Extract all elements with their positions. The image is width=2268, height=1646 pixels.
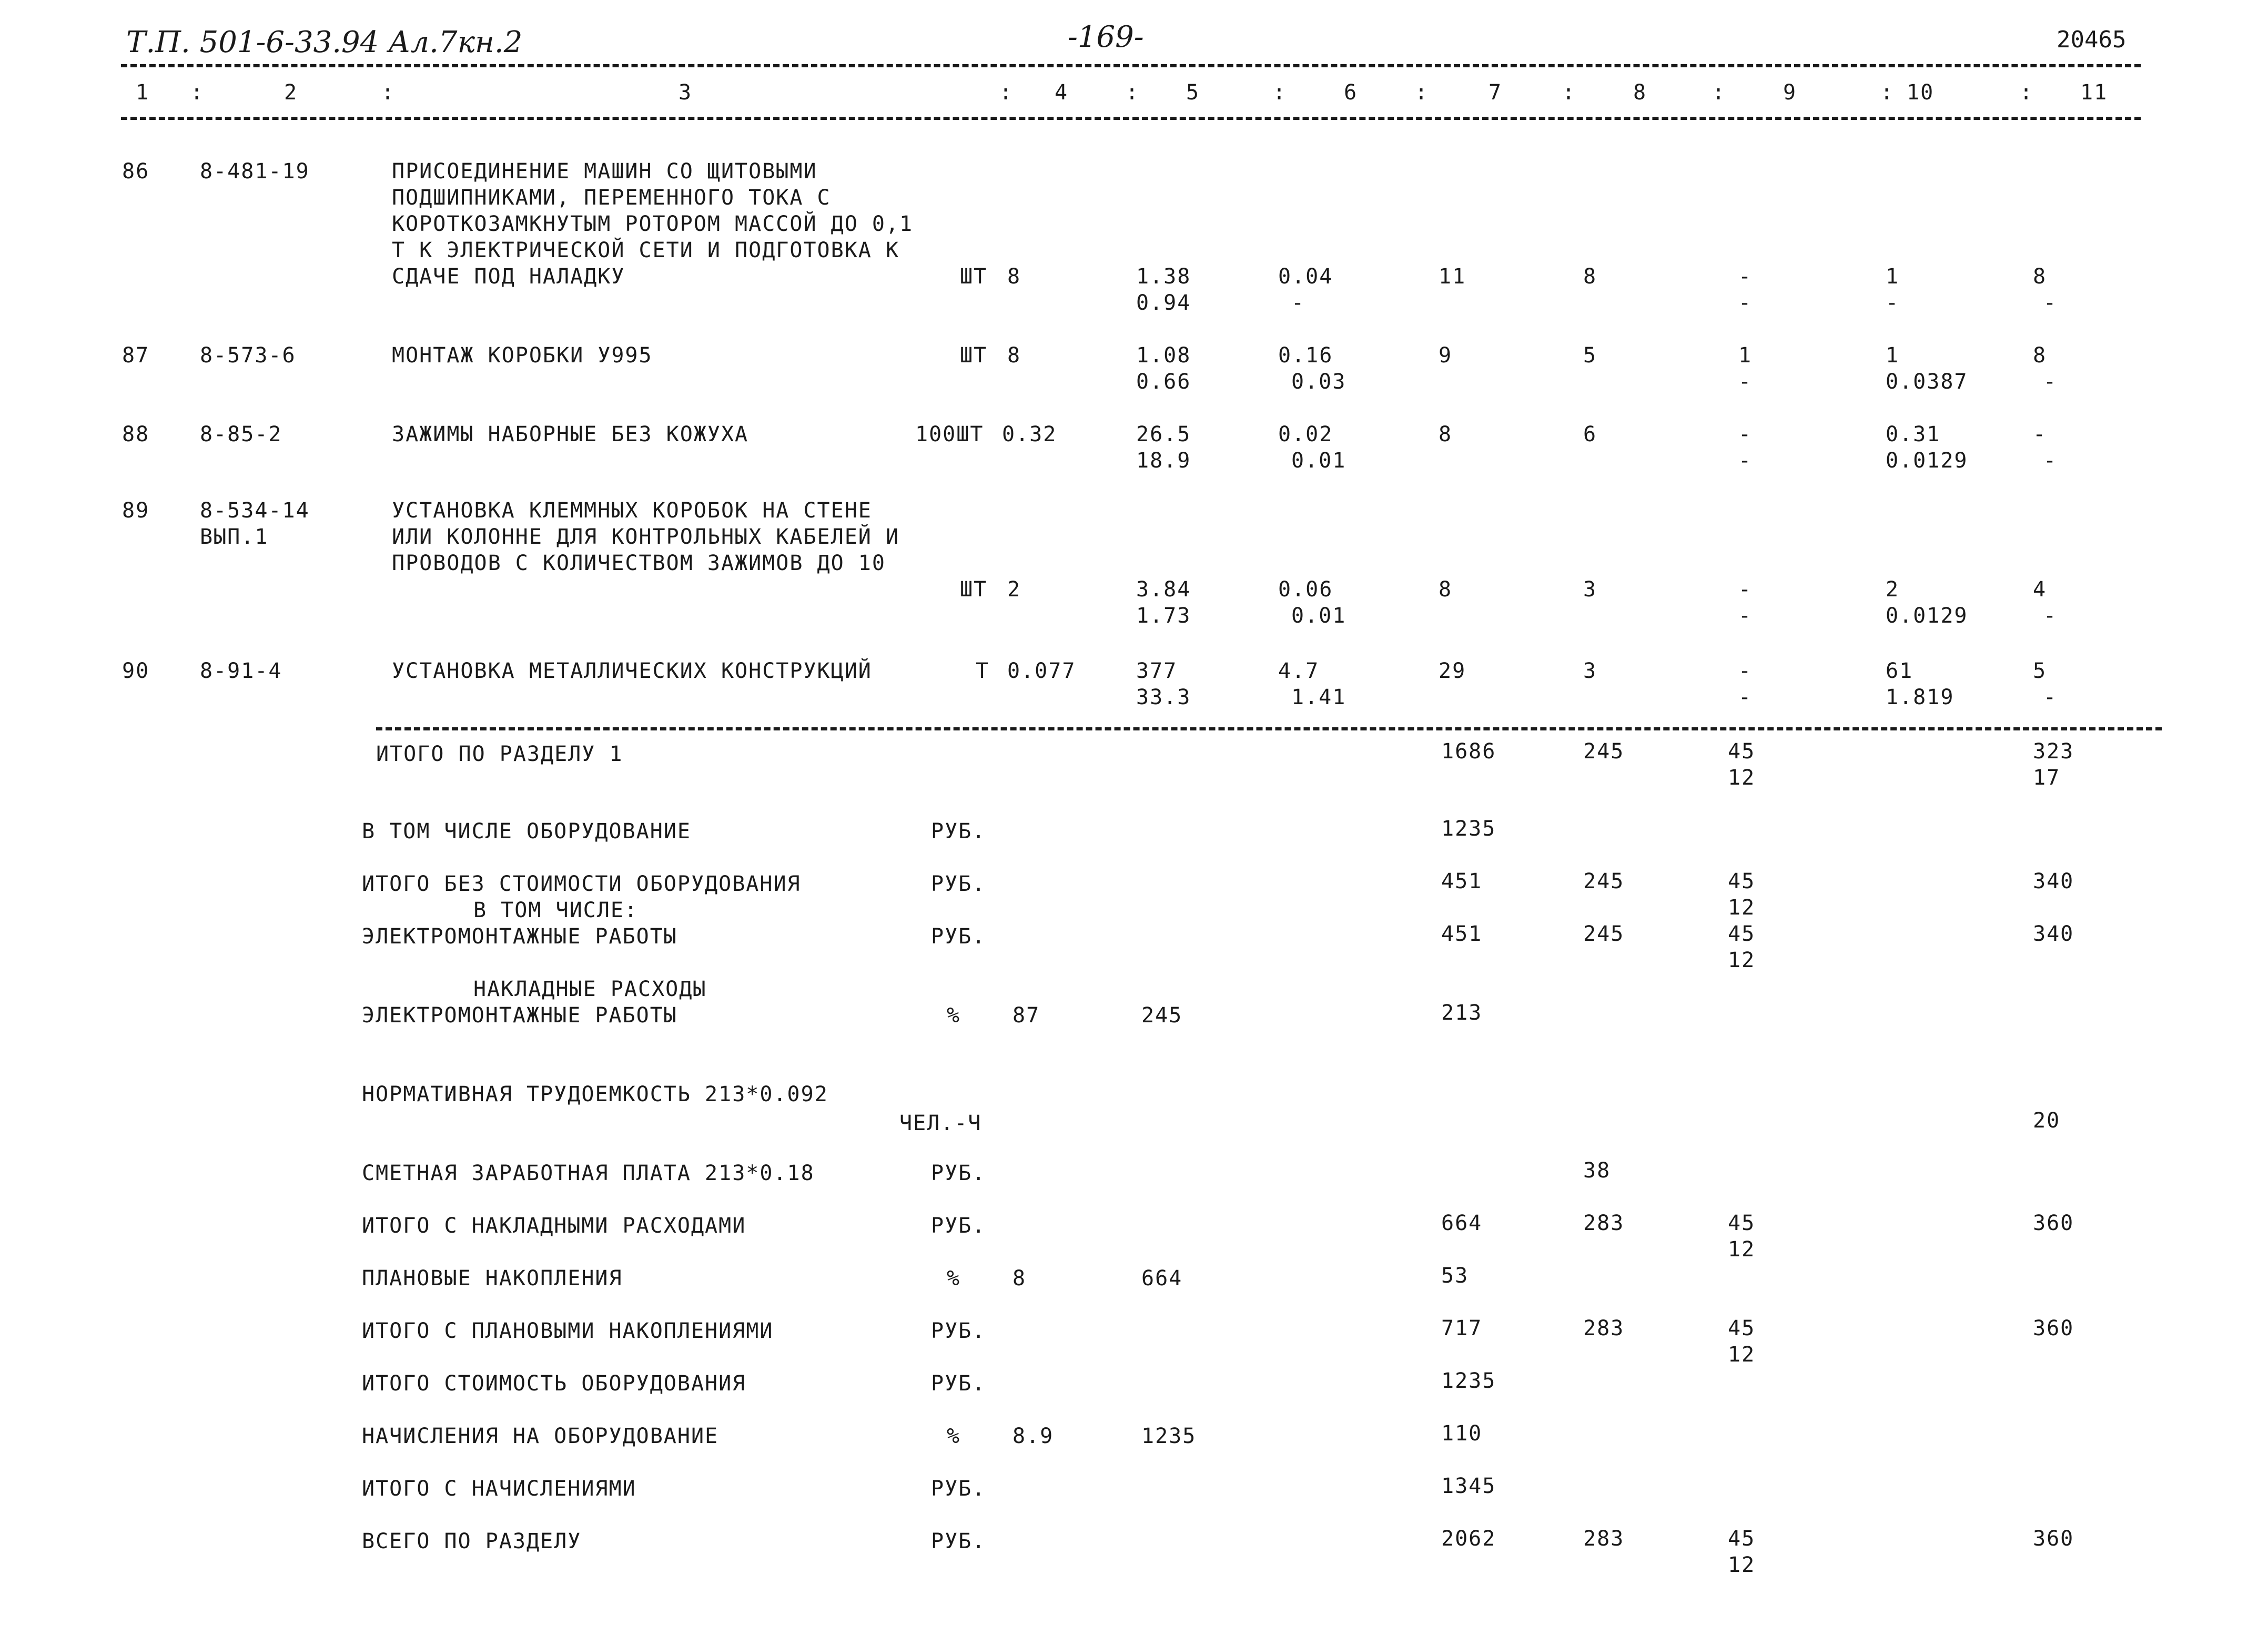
column-number: 9 — [1783, 80, 1797, 105]
column-number: 5 — [1186, 80, 1200, 105]
row-col5-sub: 18.9 — [1136, 449, 1191, 473]
summary-col8: 283 — [1583, 1527, 1625, 1551]
summary-col9-sub: 12 — [1728, 1343, 1756, 1367]
summary-col9: 45 — [1728, 739, 1756, 764]
summary-col9: 45 — [1728, 869, 1756, 893]
column-number: 11 — [2080, 80, 2108, 105]
row-unit: Т — [976, 659, 990, 683]
summary-label: ИТОГО С НАКЛАДНЫМИ РАСХОДАМИ — [362, 1214, 746, 1238]
column-number: 7 — [1489, 80, 1503, 105]
summary-label: ИТОГО С НАЧИСЛЕНИЯМИ — [362, 1477, 636, 1501]
row-number: 90 — [122, 659, 150, 683]
row-col11-sub: - — [2043, 449, 2058, 473]
summary-col7: 451 — [1441, 922, 1483, 946]
summary-label: ПЛАНОВЫЕ НАКОПЛЕНИЯ — [362, 1266, 623, 1291]
row-number: 86 — [122, 159, 150, 184]
summary-label: НАЧИСЛЕНИЯ НА ОБОРУДОВАНИЕ — [362, 1424, 719, 1448]
summary-col7: 2062 — [1441, 1527, 1496, 1551]
summary-col11: 323 — [2033, 739, 2074, 764]
row-col6-sub: - — [1291, 291, 1305, 315]
row-col6: 0.02 — [1278, 422, 1333, 446]
summary-col8: 38 — [1583, 1159, 1611, 1183]
summary-col9-sub: 12 — [1728, 1237, 1756, 1262]
summary-label: СМЕТНАЯ ЗАРАБОТНАЯ ПЛАТА 213*0.18 — [362, 1161, 815, 1185]
row-col5-sub: 33.3 — [1136, 685, 1191, 709]
header-top-rule — [121, 64, 2141, 67]
summary-label: НОРМАТИВНАЯ ТРУДОЕМКОСТЬ 213*0.092 — [362, 1082, 828, 1106]
row-quantity: 2 — [1007, 577, 1021, 602]
column-separator: : — [381, 80, 396, 105]
summary-col8: 283 — [1583, 1211, 1625, 1235]
row-col6: 0.16 — [1278, 343, 1333, 368]
row-col9: - — [1738, 577, 1753, 602]
row-description: УСТАНОВКА КЛЕММНЫХ КОРОБОК НА СТЕНЕ — [392, 499, 872, 523]
summary-col7: 1235 — [1441, 817, 1496, 841]
row-col10: 1 — [1886, 343, 1900, 368]
column-separator: : — [1415, 80, 1429, 105]
row-quantity: 8 — [1007, 265, 1021, 289]
row-col9-sub: - — [1738, 449, 1753, 473]
column-separator: : — [190, 80, 205, 105]
summary-col7: 1235 — [1441, 1369, 1496, 1393]
row-unit: 100ШТ — [915, 422, 984, 446]
summary-col7: 717 — [1441, 1316, 1483, 1340]
row-col5: 3.84 — [1136, 577, 1191, 602]
summary-col9: 45 — [1728, 1316, 1756, 1340]
row-col9: - — [1738, 422, 1753, 446]
row-number: 88 — [122, 422, 150, 446]
summary-col9: 45 — [1728, 922, 1756, 946]
row-col5: 1.38 — [1136, 265, 1191, 289]
column-number: 8 — [1633, 80, 1647, 105]
row-unit: ШТ — [960, 577, 988, 602]
column-number: 2 — [284, 80, 298, 105]
column-separator: : — [999, 80, 1014, 105]
column-separator: : — [1712, 80, 1726, 105]
summary-unit: РУБ. — [931, 1319, 986, 1343]
summary-unit: РУБ. — [931, 1161, 986, 1185]
row-col11: 8 — [2033, 265, 2047, 289]
summary-col8: 283 — [1583, 1316, 1625, 1340]
row-col6-sub: 0.01 — [1291, 449, 1346, 473]
summary-col4: 8.9 — [1012, 1424, 1054, 1448]
row-col5: 26.5 — [1136, 422, 1191, 446]
row-col6: 4.7 — [1278, 659, 1320, 683]
row-col11: 4 — [2033, 577, 2047, 602]
summary-subheading: В ТОМ ЧИСЛЕ: — [473, 898, 638, 922]
row-code: 8-573-6 — [200, 343, 296, 368]
row-code: 8-534-14 — [200, 499, 310, 523]
row-description: КОРОТКОЗАМКНУТЫМ РОТОРОМ МАССОЙ ДО 0,1 — [392, 212, 914, 236]
summary-unit: РУБ. — [931, 1214, 986, 1238]
summary-unit: РУБ. — [931, 819, 986, 844]
row-description: ПРОВОДОВ С КОЛИЧЕСТВОМ ЗАЖИМОВ ДО 10 — [392, 551, 886, 575]
row-col8: 6 — [1583, 422, 1597, 446]
row-unit: ШТ — [960, 265, 988, 289]
row-number: 89 — [122, 499, 150, 523]
row-col11-sub: - — [2043, 685, 2058, 709]
row-col10-sub: 0.0129 — [1886, 449, 1968, 473]
header-bottom-rule — [121, 117, 2141, 120]
row-col8: 5 — [1583, 343, 1597, 368]
summary-col9-sub: 12 — [1728, 766, 1756, 790]
row-col10-sub: 0.0387 — [1886, 370, 1968, 394]
row-col11: 5 — [2033, 659, 2047, 683]
summary-col11: 360 — [2033, 1211, 2074, 1235]
summary-col11: 360 — [2033, 1316, 2074, 1340]
inventory-number: 20465 — [2057, 26, 2127, 53]
row-col6-sub: 0.03 — [1291, 370, 1346, 394]
row-col11-sub: - — [2043, 291, 2058, 315]
row-col10-sub: 1.819 — [1886, 685, 1955, 709]
row-col10: 1 — [1886, 265, 1900, 289]
row-col11: 8 — [2033, 343, 2047, 368]
row-col10: 2 — [1886, 577, 1900, 602]
column-number: 6 — [1344, 80, 1358, 105]
summary-label: В ТОМ ЧИСЛЕ ОБОРУДОВАНИЕ — [362, 819, 691, 844]
summary-col7: 664 — [1441, 1211, 1483, 1235]
column-number: 10 — [1907, 80, 1935, 105]
summary-label: ЭЛЕКТРОМОНТАЖНЫЕ РАБОТЫ — [362, 1003, 677, 1028]
row-col10-sub: 0.0129 — [1886, 604, 1968, 628]
row-col8: 8 — [1583, 265, 1597, 289]
column-separator: : — [1126, 80, 1140, 105]
summary-col7: 110 — [1441, 1421, 1483, 1446]
row-col6: 0.06 — [1278, 577, 1333, 602]
summary-col11-sub: 17 — [2033, 766, 2061, 790]
page-number: -169- — [1068, 20, 1144, 54]
row-col10: 61 — [1886, 659, 1913, 683]
row-quantity: 0.077 — [1007, 659, 1076, 683]
summary-col7: 1345 — [1441, 1474, 1496, 1498]
row-col7: 8 — [1439, 577, 1453, 602]
summary-col8: 245 — [1583, 739, 1625, 764]
summary-col9: 45 — [1728, 1211, 1756, 1235]
row-col8: 3 — [1583, 577, 1597, 602]
summary-col7: 53 — [1441, 1264, 1469, 1288]
document-reference: Т.П. 501-6-33.94 Ал.7кн.2 — [126, 25, 523, 59]
row-col9-sub: - — [1738, 370, 1753, 394]
summary-unit: РУБ. — [931, 1371, 986, 1396]
row-description: МОНТАЖ КОРОБКИ У995 — [392, 343, 653, 368]
summary-unit: % — [947, 1424, 961, 1448]
row-col11: - — [2033, 422, 2047, 446]
row-col7: 11 — [1439, 265, 1466, 289]
row-col7: 9 — [1439, 343, 1453, 368]
summary-col9-sub: 12 — [1728, 1553, 1756, 1577]
row-col9-sub: - — [1738, 604, 1753, 628]
row-description: ПРИСОЕДИНЕНИЕ МАШИН СО ЩИТОВЫМИ — [392, 159, 817, 184]
row-unit: ШТ — [960, 343, 988, 368]
column-number: 4 — [1055, 80, 1069, 105]
summary-label: ИТОГО БЕЗ СТОИМОСТИ ОБОРУДОВАНИЯ — [362, 872, 801, 896]
summary-col5: 1235 — [1141, 1424, 1197, 1448]
row-code: 8-85-2 — [200, 422, 282, 446]
summary-subheading: НАКЛАДНЫЕ РАСХОДЫ — [473, 977, 707, 1001]
row-col7: 29 — [1439, 659, 1466, 683]
row-description: ЗАЖИМЫ НАБОРНЫЕ БЕЗ КОЖУХА — [392, 422, 749, 446]
summary-col5: 245 — [1141, 1003, 1183, 1028]
row-col9: 1 — [1738, 343, 1753, 368]
summary-col8: 245 — [1583, 869, 1625, 893]
summary-unit: РУБ. — [931, 872, 986, 896]
row-col5: 1.08 — [1136, 343, 1191, 368]
summary-col7: 213 — [1441, 1001, 1483, 1025]
row-description: ПОДШИПНИКАМИ, ПЕРЕМЕННОГО ТОКА С — [392, 186, 831, 210]
column-separator: : — [1562, 80, 1576, 105]
summary-unit: % — [947, 1003, 961, 1028]
row-col11-sub: - — [2043, 370, 2058, 394]
summary-col4: 87 — [1012, 1003, 1040, 1028]
row-description: УСТАНОВКА МЕТАЛЛИЧЕСКИХ КОНСТРУКЦИЙ — [392, 659, 872, 683]
summary-col11: 340 — [2033, 922, 2074, 946]
row-col6-sub: 1.41 — [1291, 685, 1346, 709]
summary-label: ЭЛЕКТРОМОНТАЖНЫЕ РАБОТЫ — [362, 924, 677, 949]
column-number: 3 — [679, 80, 693, 105]
row-col9-sub: - — [1738, 291, 1753, 315]
row-col5-sub: 0.66 — [1136, 370, 1191, 394]
row-col5: 377 — [1136, 659, 1178, 683]
summary-col11: 360 — [2033, 1527, 2074, 1551]
row-code: 8-91-4 — [200, 659, 282, 683]
row-quantity: 8 — [1007, 343, 1021, 368]
summary-col9-sub: 12 — [1728, 948, 1756, 972]
summary-col9: 45 — [1728, 1527, 1756, 1551]
row-code: 8-481-19 — [200, 159, 310, 184]
summary-unit: РУБ. — [931, 1477, 986, 1501]
row-description: Т К ЭЛЕКТРИЧЕСКОЙ СЕТИ И ПОДГОТОВКА К — [392, 238, 900, 262]
summary-label: ВСЕГО ПО РАЗДЕЛУ — [362, 1529, 582, 1553]
summary-label: ИТОГО С ПЛАНОВЫМИ НАКОПЛЕНИЯМИ — [362, 1319, 774, 1343]
summary-unit: % — [947, 1266, 961, 1291]
row-col6-sub: 0.01 — [1291, 604, 1346, 628]
summary-unit: ЧЕЛ.-Ч — [899, 1111, 982, 1135]
row-col9: - — [1738, 265, 1753, 289]
column-separator: : — [2020, 80, 2034, 105]
row-col6: 0.04 — [1278, 265, 1333, 289]
summary-label: ИТОГО СТОИМОСТЬ ОБОРУДОВАНИЯ — [362, 1371, 746, 1396]
row-col9-sub: - — [1738, 685, 1753, 709]
section-rule — [376, 727, 2162, 730]
column-number: 1 — [136, 80, 150, 105]
summary-col7: 1686 — [1441, 739, 1496, 764]
row-col10-sub: - — [1886, 291, 1900, 315]
row-number: 87 — [122, 343, 150, 368]
row-col5-sub: 0.94 — [1136, 291, 1191, 315]
summary-col11: 340 — [2033, 869, 2074, 893]
column-separator: : — [1273, 80, 1287, 105]
column-separator: : — [1880, 80, 1895, 105]
summary-unit: РУБ. — [931, 1529, 986, 1553]
row-code-extra: ВЫП.1 — [200, 525, 269, 549]
summary-col9-sub: 12 — [1728, 896, 1756, 920]
row-col7: 8 — [1439, 422, 1453, 446]
summary-col11: 20 — [2033, 1109, 2061, 1133]
summary-unit: РУБ. — [931, 924, 986, 949]
row-quantity: 0.32 — [1002, 422, 1057, 446]
summary-label: ИТОГО ПО РАЗДЕЛУ 1 — [376, 742, 623, 766]
row-description: ИЛИ КОЛОННЕ ДЛЯ КОНТРОЛЬНЫХ КАБЕЛЕЙ И — [392, 525, 900, 549]
row-col11-sub: - — [2043, 604, 2058, 628]
summary-col5: 664 — [1141, 1266, 1183, 1291]
row-col5-sub: 1.73 — [1136, 604, 1191, 628]
row-col10: 0.31 — [1886, 422, 1941, 446]
summary-col4: 8 — [1012, 1266, 1027, 1291]
row-col9: - — [1738, 659, 1753, 683]
summary-col8: 245 — [1583, 922, 1625, 946]
row-col8: 3 — [1583, 659, 1597, 683]
row-description: СДАЧЕ ПОД НАЛАДКУ — [392, 265, 625, 289]
summary-col7: 451 — [1441, 869, 1483, 893]
